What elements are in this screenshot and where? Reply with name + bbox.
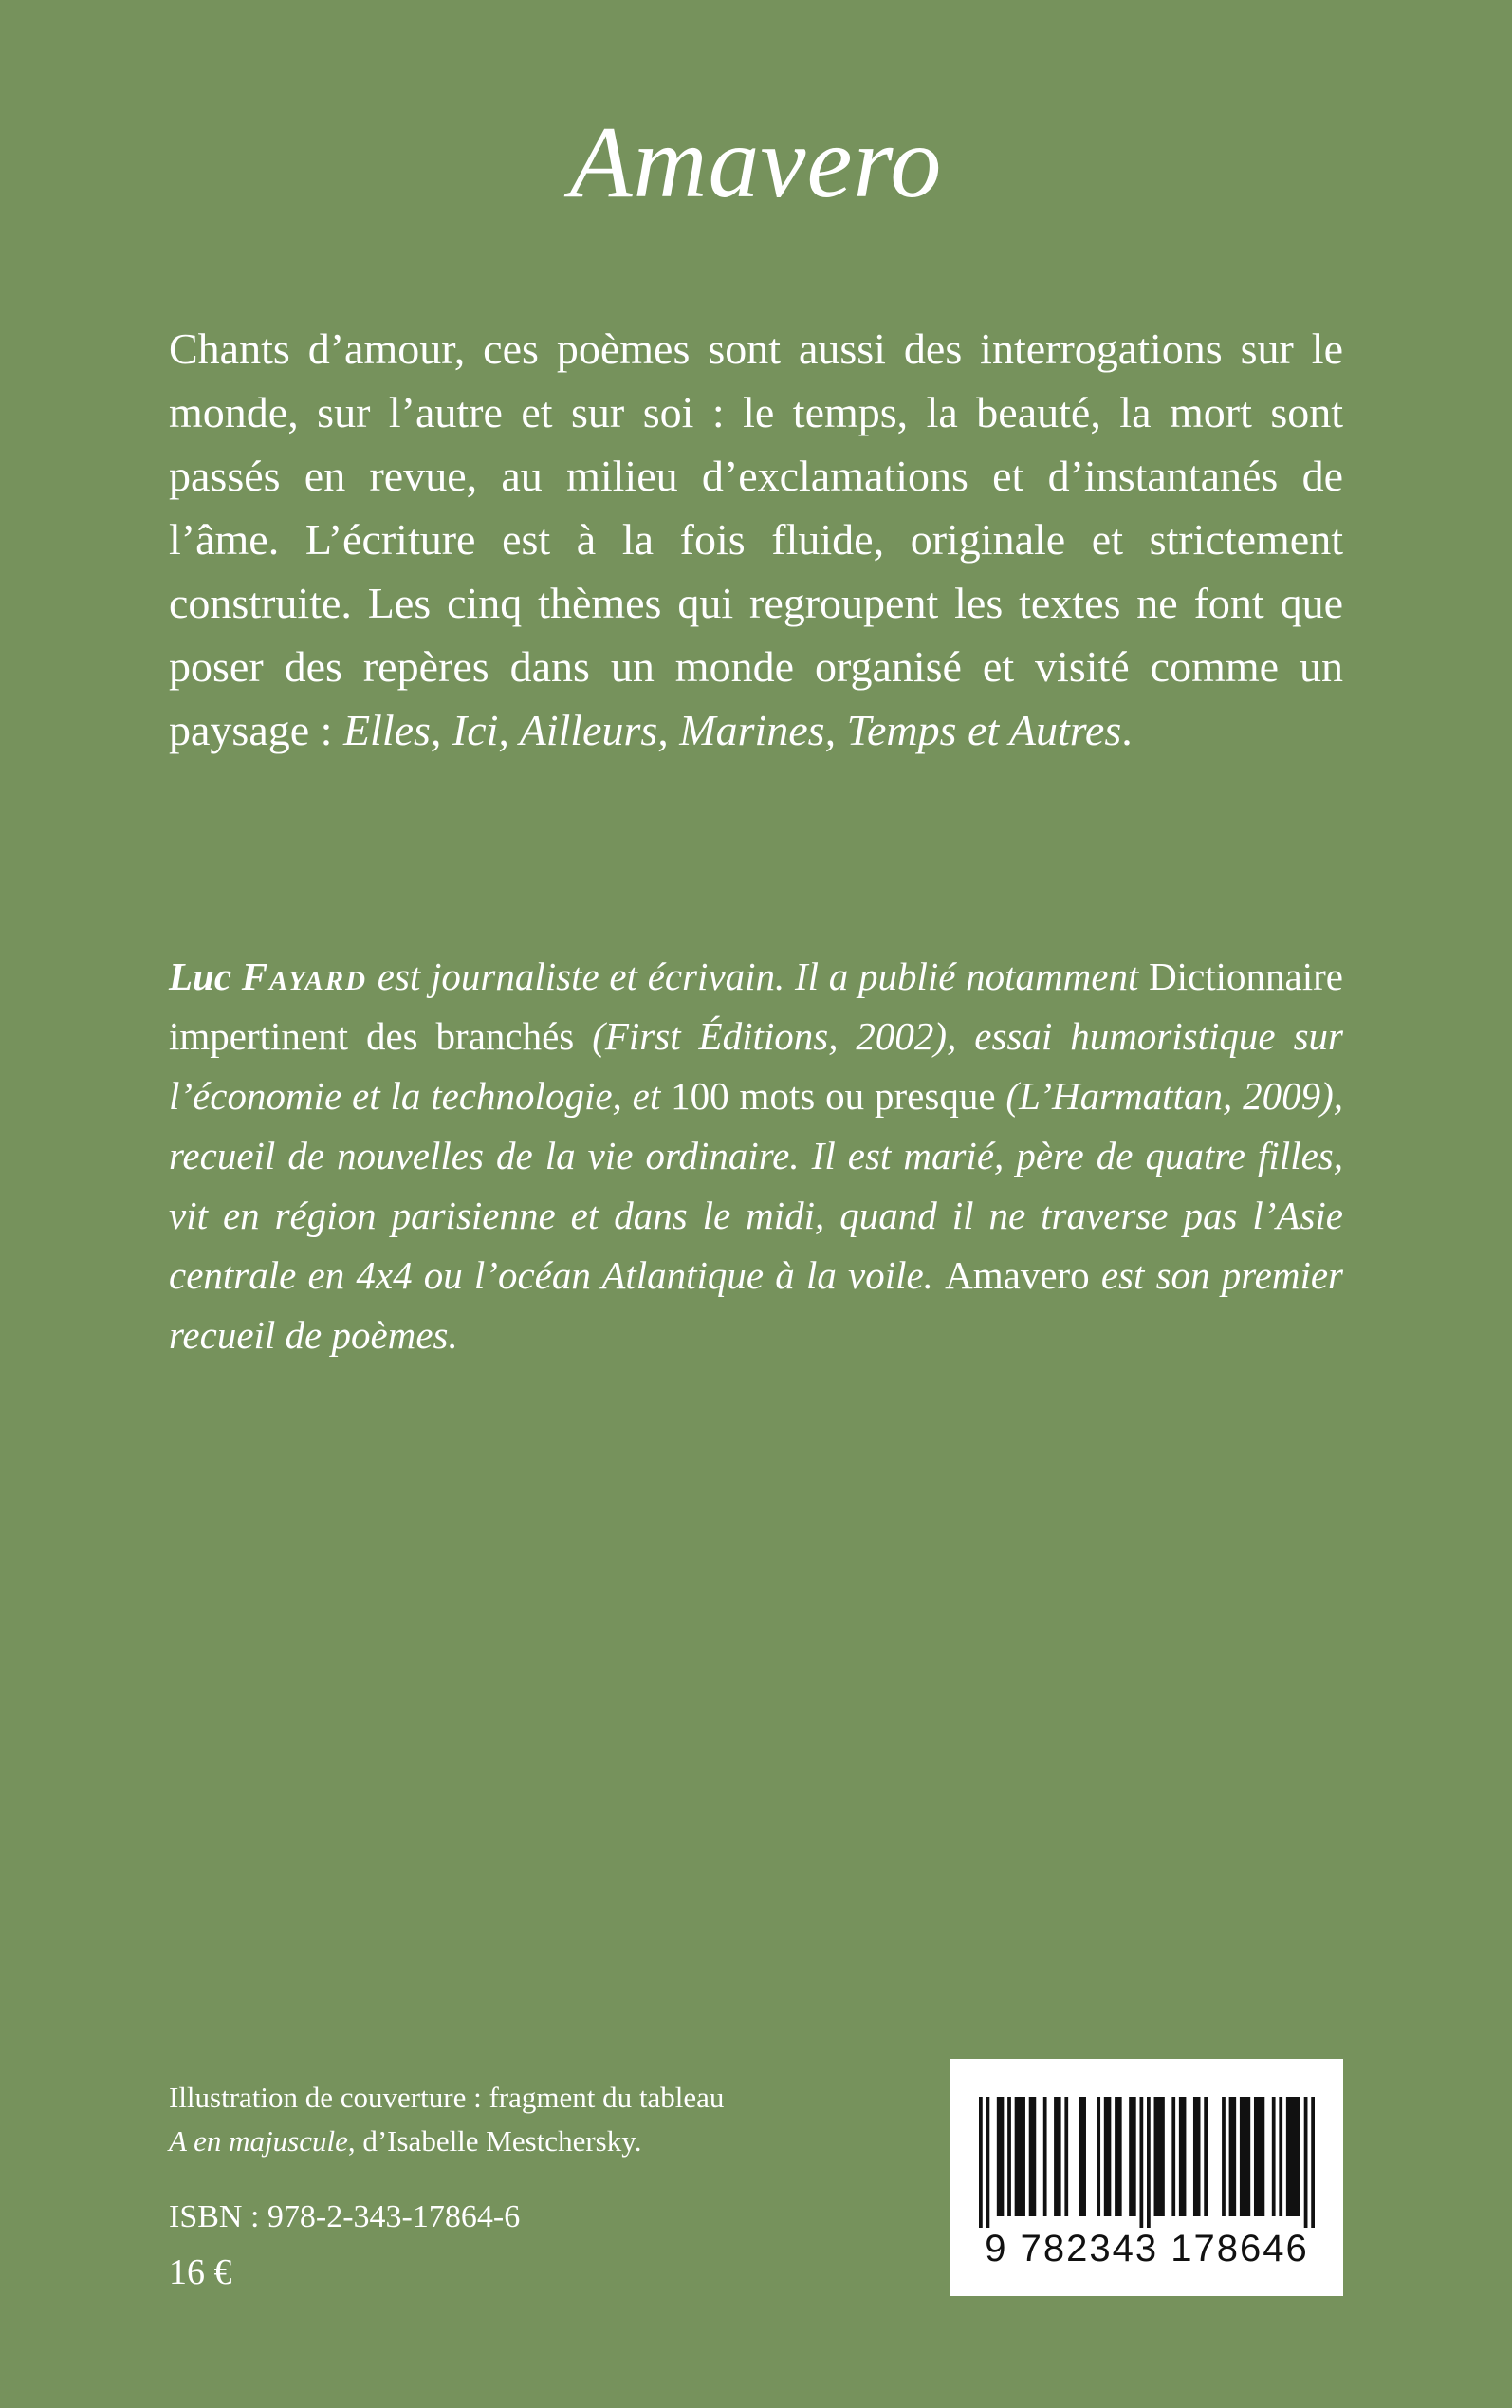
- barcode-bar: [1286, 2097, 1300, 2216]
- summary-themes: Elles, Ici, Ailleurs, Marines, Temps et Autres: [342, 706, 1122, 754]
- barcode-bar: [1179, 2097, 1187, 2216]
- barcode-bar: [1015, 2097, 1025, 2216]
- barcode-digits: 9 782343 178646: [985, 2228, 1309, 2269]
- barcode-bar: [1064, 2097, 1068, 2216]
- barcode: [950, 2059, 1343, 2296]
- barcode-bar: [1222, 2097, 1226, 2216]
- bio-book-1: Dictionnaire impertinent des branchés: [169, 954, 1343, 1058]
- credit-artwork: A en majuscule: [169, 2124, 348, 2158]
- barcode-bars-icon: [979, 2097, 1315, 2228]
- summary-paragraph: [169, 317, 1343, 762]
- barcode-bar: [1043, 2097, 1047, 2216]
- summary-text: Chants d’amour, ces poèmes sont aussi des interrogations sur le monde, sur l’autre et sur soi : le temps, la beauté, la mort sont passés en revue, au milieu d’exclamations et d’instantanés de l’âme. L’écriture est à la fois fluide, originale et strictement construite. Les cinq thèmes qui regroupent les textes ne font que poser des repères dans un monde organisé et visité comme un paysage :: [169, 324, 1343, 754]
- barcode-bar: [1204, 2097, 1208, 2216]
- barcode-bar: [1229, 2097, 1237, 2216]
- bio-text-1: est journaliste et écrivain. Il a publié notamment: [367, 954, 1150, 998]
- barcode-bar: [986, 2097, 990, 2228]
- barcode-bar: [1115, 2097, 1122, 2216]
- credit-line-2: [169, 2120, 890, 2163]
- barcode-bar: [1171, 2097, 1175, 2216]
- credit-artist: , d’Isabelle Mestchersky.: [347, 2124, 642, 2158]
- bio-text-2: (First Éditions, 2002), essai humoristique sur l’économie et la technologie, et: [169, 1014, 1343, 1118]
- price-text: 16 €: [169, 2252, 232, 2292]
- bio-book-2: 100 mots ou presque: [671, 1074, 996, 1118]
- author-name: [169, 954, 367, 998]
- book-title: Amavero: [569, 106, 943, 219]
- barcode-bar: [1139, 2097, 1143, 2228]
- author-last-name: Fayard: [241, 954, 368, 998]
- barcode-bar: [1304, 2097, 1308, 2228]
- summary-end: .: [1121, 706, 1133, 754]
- barcode-bar: [1029, 2097, 1037, 2216]
- barcode-bar: [1079, 2097, 1086, 2216]
- barcode-bar: [1254, 2097, 1264, 2216]
- barcode-bar: [1097, 2097, 1100, 2216]
- barcode-bar: [1154, 2097, 1165, 2216]
- barcode-bar: [1272, 2097, 1276, 2216]
- barcode-bar: [1104, 2097, 1112, 2216]
- barcode-bar: [1279, 2097, 1282, 2216]
- barcode-bar: [1054, 2097, 1061, 2216]
- barcode-bar: [1147, 2097, 1151, 2228]
- isbn-text: ISBN : 978-2-343-17864-6: [169, 2199, 521, 2234]
- author-first-name: Luc: [169, 954, 232, 998]
- credit-line-1: Illustration de couverture : fragment du tableau: [169, 2081, 725, 2114]
- barcode-bar: [1240, 2097, 1250, 2216]
- bio-book-3: Amavero: [945, 1253, 1090, 1297]
- barcode-bar: [1311, 2097, 1315, 2228]
- cover-credit: [169, 2076, 890, 2163]
- barcode-bar: [1007, 2097, 1011, 2216]
- barcode-bar: [1129, 2097, 1136, 2216]
- author-bio: [169, 947, 1343, 1365]
- barcode-bar: [979, 2097, 983, 2228]
- bio-text-3: (L’Harmattan, 2009), recueil de nouvelles de la vie ordinaire. Il est marié, père de quatre filles, vit en région parisienne et dans le midi, quand il ne traverse pas l’Asie centrale en 4x4 ou l’océan Atlantique à la voile.: [169, 1074, 1343, 1297]
- barcode-bar: [997, 2097, 1005, 2216]
- bio-text-4: est son premier recueil de poèmes.: [169, 1253, 1343, 1357]
- barcode-bar: [1193, 2097, 1201, 2216]
